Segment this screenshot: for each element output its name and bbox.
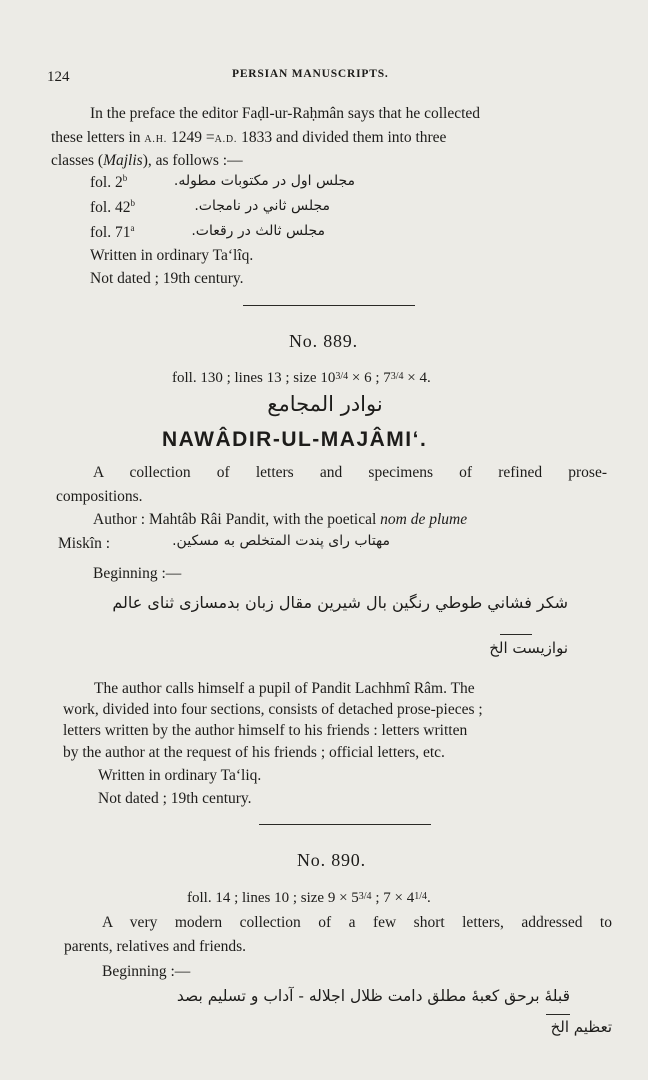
- entry-890-number: No. 890.: [297, 850, 366, 870]
- intro-line-2: these letters in A.H. 1249 =A.D. 1833 and divided them into three: [51, 129, 447, 146]
- entry-889-beginning-persian-2: نوازیست الخ: [489, 639, 568, 657]
- entry-889-beginning-persian-1: شکر فشاني طوطي رنگين بال شيرين مقال زبان بدمسازی ثنای عالم: [112, 593, 568, 612]
- intro-line-3: classes (Majlis), as follows :—: [51, 152, 243, 169]
- fol-persian-2: مجلس ثاني در نامجات.: [194, 198, 330, 214]
- persian-overline-1: [500, 634, 532, 635]
- fol-persian-1: مجلس اول در مکتوبات مطوله.: [173, 173, 355, 189]
- persian-overline-2: [546, 1014, 570, 1015]
- entry-890-desc-1: A very modern collection of a few short letters, addressed to: [102, 914, 612, 931]
- entry-890-desc-2: parents, relatives and friends.: [64, 938, 247, 955]
- fol-entry-2: fol. 42$^b$: [90, 197, 135, 216]
- running-title: PERSIAN MANUSCRIPTS.: [232, 68, 389, 80]
- entry-889-body-4: by the author at the request of his friends ; official letters, etc.: [63, 744, 445, 761]
- entry-889-number: No. 889.: [289, 331, 358, 351]
- entry-889-beginning-label: Beginning :—: [93, 565, 182, 582]
- fol-entry-3: fol. 71$^a$: [90, 222, 135, 241]
- entry-889-persian-title: نوادر المجامع: [267, 392, 383, 416]
- section-divider-1: [243, 305, 415, 306]
- entry-889-author: Author : Mahtâb Râi Pandit, with the poetical nom de plume: [93, 511, 468, 528]
- entry-890-beginning-label: Beginning :—: [102, 963, 191, 980]
- fol-entry-1: fol. 2$^b$: [90, 172, 128, 191]
- intro-line-1: In the preface the editor Faḍl-ur-Raḥmân says that he collected: [90, 105, 481, 122]
- intro-dated: Not dated ; 19th century.: [90, 270, 244, 287]
- entry-889-title: NAWÂDIR-UL-MAJÂMI‘.: [162, 428, 428, 451]
- entry-889-author-b: Miskîn :: [58, 535, 111, 552]
- entry-889-desc-2: compositions.: [56, 488, 143, 505]
- entry-889-body-2: work, divided into four sections, consists of detached prose-pieces ;: [63, 701, 483, 718]
- entry-889-author-persian: مهتاب رای پندت المتخلص به مسکین.: [172, 533, 390, 549]
- entry-889-body-1: The author calls himself a pupil of Pandit Lachhmî Râm. The: [94, 680, 475, 697]
- entry-890-beginning-persian-2: تعظیم الخ: [550, 1018, 612, 1036]
- section-divider-2: [259, 824, 431, 825]
- entry-889-written: Written in ordinary Ta‘liq.: [98, 767, 262, 784]
- page-number: 124: [47, 69, 70, 85]
- entry-890-beginning-persian-1: قبلهٔ برحق کعبهٔ مطلق دامت ظلال اجلاله - آداب و تسلیم بصد: [176, 987, 570, 1005]
- entry-889-foll: foll. 130 ; lines 13 ; size $10^{3/4} \times 6$ ; $7^{3/4} \times 4$.: [172, 370, 431, 386]
- entry-889-dated: Not dated ; 19th century.: [98, 790, 252, 807]
- entry-889-body-3: letters written by the author himself to his friends : letters written: [63, 722, 468, 739]
- fol-persian-3: مجلس ثالث در رقعات.: [191, 223, 325, 239]
- entry-889-desc-1: A collection of letters and specimens of refined prose-: [93, 464, 607, 481]
- intro-written: Written in ordinary Ta‘lîq.: [90, 247, 254, 264]
- entry-890-foll: foll. 14 ; lines 10 ; size $9 \times 5^{3/4}$ ; $7 \times 4^{1/4}$.: [187, 890, 431, 906]
